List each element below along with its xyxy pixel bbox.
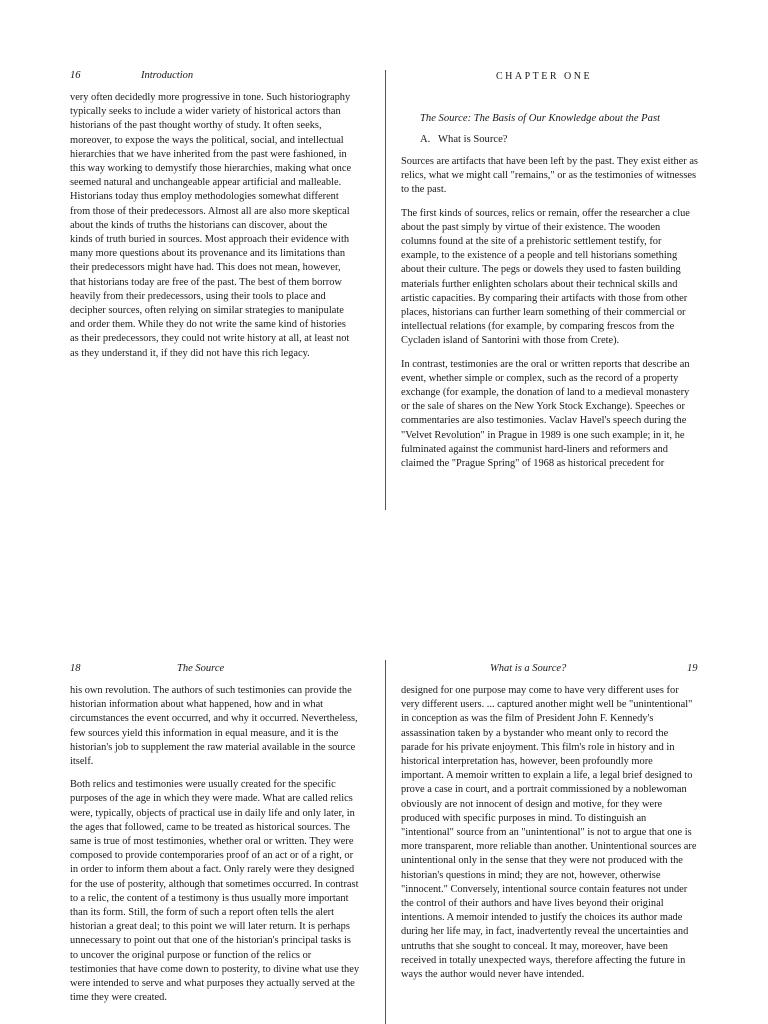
running-head-what-is-a-source: What is a Source? [490, 663, 567, 674]
chapter-heading: CHAPTER ONE [496, 71, 593, 82]
bottom-page-divider [385, 660, 386, 1024]
paragraph: Sources are artifacts that have been left by the past. They exist either as relics, what we might call "remains," or as the testimonies of witnesses to the past. [401, 156, 698, 196]
running-head-the-source: The Source [177, 663, 225, 674]
section-heading: A. What is Source? [420, 134, 508, 145]
page-18-text [70, 684, 360, 1014]
paragraph: designed for one purpose may come to have very different uses for very different users. ... captured another might well be "unintentional" in conception as was the film of President John F. Kennedy's assassination taken by a bystander who meant only to record the parade for his private enjoyment. This film's role in history and in historical interpretation has, however, been profoundly more important. A memoir written to explain a life, a legal brief designed to prove a case in court, and a portrait commissioned by a noblewoman obviously are not innocent of design and motive, for they were produced with specific purposes in mind. To distinguish an "intentional" source from an "unintentional" is not to argue that one is more transparent, more reliable than another. Unintentional sources are unintentional only in the sense that they were not produced with the historian's questions in mind; they are not, however, otherwise "innocent." Conversely, intentional source contain features not under the control of their authors and have lives beyond their original intentions. A memoir intended to justify the choices its author made during her life may, in fact, inadvertently reveal the uncertainties and untruths that she sought to conceal. It may, moreover, have been received in totally unexpected ways, therefore affecting the future in ways the author would never have intended. [401, 685, 697, 981]
chapter-one-text [401, 155, 698, 480]
paragraph: very often decidedly more progressive in tone. Such historiography typically seeks to include a wider variety of historical actors than historians of the past thought worthy of study. It often seeks, moreover, to expose the ways the political, social, and intellectual hierarchies that we have inherited from the past were fashioned, in this way working to demystify those hierarchies, making what once seemed natural and unchangeable appear artificial and malleable. Historians today thus employ methodologies somewhat different from those of their predecessors. Almost all are also more skeptical about the kinds of truths the historians can discover, about the kinds of truth buried in sources. Most approach their evidence with many more questions about its provenance and its limitations than their predecessors might have had. This does not mean, however, that historians today are free of the past. The best of them borrow heavily from their predecessors, using their tools to place and decipher sources, often relying on similar strategies to manipulate and order them. While they do not write the same kind of histories as their predecessors, they could not write history at all, at least not as they understand it, if they did not have this rich legacy. [70, 92, 352, 359]
paragraph: his own revolution. The authors of such testimonies can provide the historian information about what happened, how and in what circumstances the event occurred, and why it occurred. Nevertheless, few sources yield this information in equal measure, and it is the historian's job to supplement the raw material available in the source itself. [70, 685, 358, 768]
page-number-19: 19 [687, 663, 698, 674]
running-head-introduction: Introduction [141, 70, 194, 81]
page-19-text [401, 684, 698, 991]
paragraph: Both relics and testimonies were usually created for the specific purposes of the age in which they were made. What are called relics were, typically, objects of practical use in daily life and only later, in the ages that followed, came to be treated as historical sources. The same is true of most testimonies, whether oral or written. They were composed to provide contemporaries proof of an act or of a right, or in order to inform them about a fact. Only rarely were they designed for the use of posterity, although that sometimes occurred. In contrast to a relic, the content of a testimony is thus usually more important than its form. Still, the form of such a report often tells the alert historian a great deal; to this point we will later return. It is perhaps unnecessary to point out that one of the historian's principal tasks is to uncover the original purpose or function of the relics or testimonies that have come down to posterity, to divine what use they were intended to serve and what purposes they actually served at the time they were created. [70, 779, 360, 1004]
page-number-16: 16 [70, 70, 81, 81]
page-number-18: 18 [70, 663, 81, 674]
paragraph: In contrast, testimonies are the oral or written reports that describe an event, whether simple or complex, such as the record of a property exchange (for example, the donation of land to a medieval monastery or the sale of shares on the New York Stock Exchange). Speeches or commentaries are also testimonies. Vaclav Havel's speech during the "Velvet Revolution" in Prague in 1989 is one such example; in it, he fulminated against the communist hard-liners and reformers and claimed the "Prague Spring" of 1968 as historical precedent for [401, 358, 690, 470]
chapter-subtitle: The Source: The Basis of Our Knowledge about the Past [420, 113, 661, 124]
page-16-text [70, 91, 352, 370]
top-page-divider [385, 70, 386, 510]
paragraph: The first kinds of sources, relics or remain, offer the researcher a clue about the past simply by virtue of their existence. The wooden columns found at the site of a prehistoric settlement testify, for example, to the existence of a people and tell historians something about their culture. The pegs or dowels they used to fasten building materials further enlighten scholars about their technical skills and artistic capacities. By comparing their artifacts with those from other places, historians can further learn something of their commercial or intellectual relations (for example, by comparing frescos from the Cycladen island of Santorini with those from Crete). [401, 207, 690, 347]
